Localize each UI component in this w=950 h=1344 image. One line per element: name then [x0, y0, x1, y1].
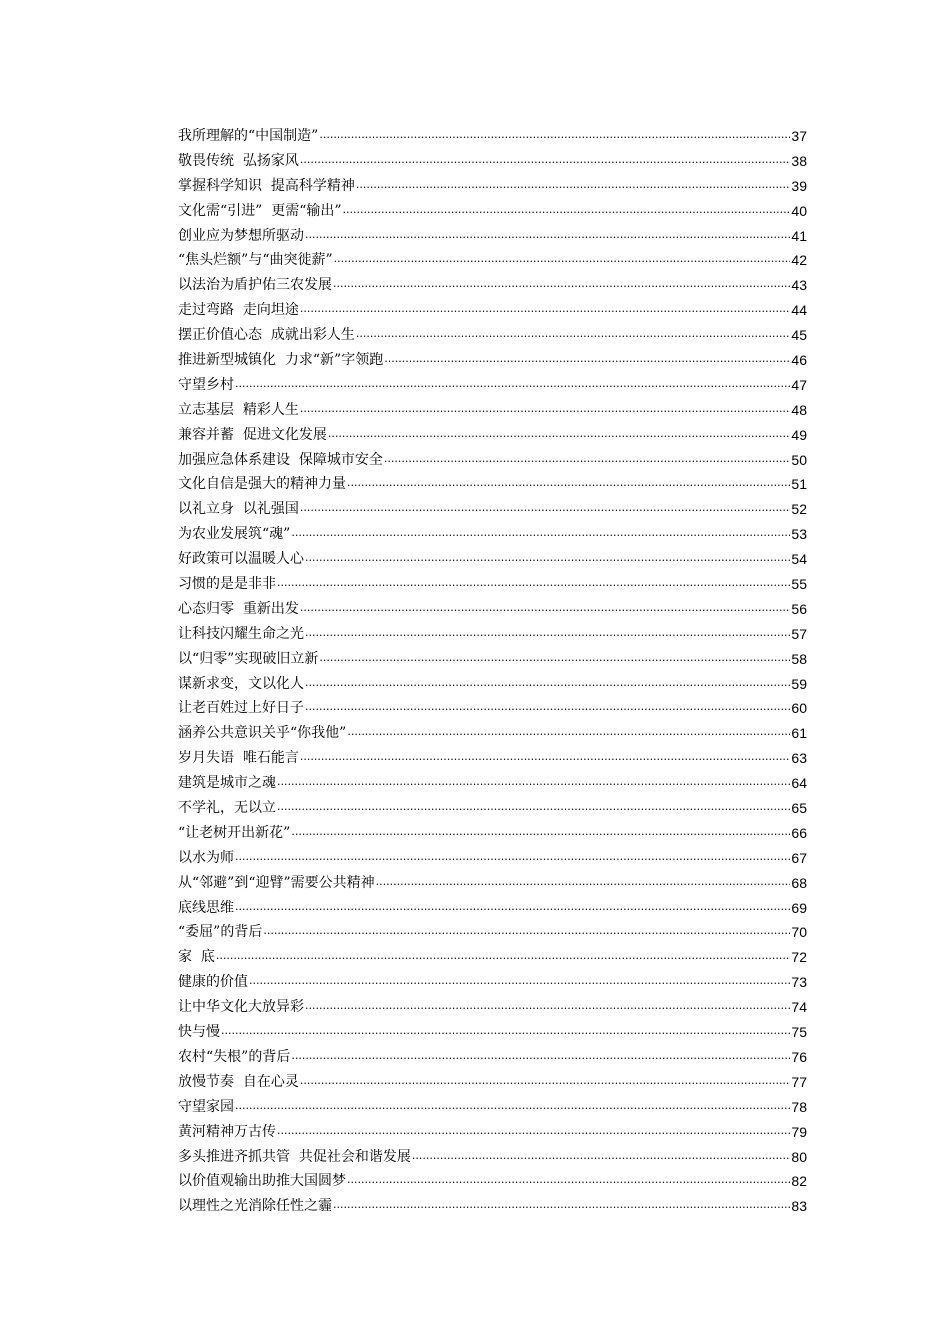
toc-entry-title: 走过弯路 走向坦途	[178, 302, 299, 319]
toc-dot-leader	[319, 647, 790, 671]
toc-entry[interactable]	[178, 696, 807, 721]
toc-entry-page-number: 69	[791, 899, 807, 916]
toc-dot-leader	[333, 1194, 790, 1218]
toc-dot-leader	[300, 746, 791, 770]
toc-entry-page-number: 67	[791, 849, 807, 866]
toc-entry[interactable]	[178, 149, 807, 174]
toc-entry[interactable]	[178, 522, 807, 547]
toc-entry-page-number: 68	[791, 874, 807, 891]
toc-entry-page-number: 39	[791, 177, 807, 194]
toc-entry-page-number: 38	[791, 152, 807, 169]
toc-entry-title: 守望家园	[178, 1098, 234, 1115]
toc-entry-page-number: 70	[791, 924, 807, 941]
toc-entry[interactable]	[178, 1145, 807, 1170]
toc-entry-title: “委屈”的背后	[178, 924, 263, 941]
toc-entry[interactable]	[178, 398, 807, 423]
toc-entry-title: 农村“失根”的背后	[178, 1048, 291, 1065]
toc-entry-page-number: 44	[791, 302, 807, 319]
toc-entry-page-number: 53	[791, 526, 807, 543]
toc-entry-page-number: 61	[791, 725, 807, 742]
toc-dot-leader	[328, 423, 791, 447]
toc-entry-title: 守望乡村	[178, 376, 234, 393]
toc-entry-page-number: 49	[791, 426, 807, 443]
toc-entry-page-number: 79	[791, 1123, 807, 1140]
toc-entry[interactable]	[178, 647, 807, 672]
toc-dot-leader	[221, 1020, 790, 1044]
toc-dot-leader	[235, 1095, 790, 1119]
toc-entry-page-number: 64	[791, 775, 807, 792]
toc-entry[interactable]	[178, 1095, 807, 1120]
toc-entry-title: 加强应急体系建设 保障城市安全	[178, 451, 383, 468]
toc-dot-leader	[235, 373, 790, 397]
toc-entry-page-number: 73	[791, 974, 807, 991]
toc-dot-leader	[305, 995, 790, 1019]
toc-entry[interactable]	[178, 273, 807, 298]
toc-dot-leader	[343, 199, 791, 223]
toc-dot-leader	[412, 1145, 791, 1169]
toc-dot-leader	[305, 672, 790, 696]
toc-entry-page-number: 83	[791, 1198, 807, 1215]
toc-entry-title: 家 底	[178, 949, 215, 966]
toc-entry-title: 为农业发展筑“魂”	[178, 526, 291, 543]
toc-entry-title: “让老树开出新花”	[178, 824, 291, 841]
toc-dot-leader	[235, 896, 790, 920]
toc-entry-title: 我所理解的“中国制造”	[178, 127, 319, 144]
toc-entry-page-number: 43	[791, 277, 807, 294]
toc-entry-title: 心态归零 重新出发	[178, 600, 299, 617]
toc-entry-title: 掌握科学知识 提高科学精神	[178, 177, 355, 194]
toc-entry[interactable]	[178, 771, 807, 796]
toc-dot-leader	[300, 149, 791, 173]
toc-entry-title: 兼容并蓄 促进文化发展	[178, 426, 327, 443]
toc-dot-leader	[291, 821, 790, 845]
toc-entry-title: 文化需“引进” 更需“输出”	[178, 202, 342, 219]
toc-entry[interactable]	[178, 970, 807, 995]
toc-entry-title: 底线思维	[178, 899, 234, 916]
toc-entry[interactable]	[178, 821, 807, 846]
toc-dot-leader	[376, 871, 791, 895]
toc-entry[interactable]	[178, 373, 807, 398]
toc-dot-leader	[277, 1120, 790, 1144]
toc-dot-leader	[347, 1169, 790, 1193]
toc-entry-page-number: 41	[791, 227, 807, 244]
toc-entry-title: 健康的价值	[178, 974, 248, 991]
toc-entry-page-number: 51	[791, 476, 807, 493]
toc-entry-title: 推进新型城镇化 力求“新”字领跑	[178, 352, 384, 368]
toc-entry-page-number: 52	[791, 501, 807, 518]
toc-entry[interactable]	[178, 597, 807, 622]
toc-entry[interactable]	[178, 199, 807, 224]
toc-entry-page-number: 45	[791, 327, 807, 344]
toc-entry-title: 以理性之光消除任性之霾	[178, 1198, 332, 1215]
toc-entry-page-number: 59	[791, 675, 807, 692]
toc-dot-leader	[356, 323, 791, 347]
toc-dot-leader	[300, 298, 791, 322]
toc-entry-title: 摆正价值心态 成就出彩人生	[178, 327, 355, 344]
toc-entry[interactable]	[178, 1194, 807, 1219]
toc-entry-title: 让中华文化大放异彩	[178, 999, 304, 1016]
toc-entry[interactable]	[178, 1070, 807, 1095]
toc-entry-title: 以“归零”实现破旧立新	[178, 650, 319, 667]
toc-entry[interactable]	[178, 721, 807, 746]
toc-dot-leader	[347, 472, 790, 496]
toc-entry-page-number: 63	[791, 750, 807, 767]
toc-dot-leader	[384, 448, 791, 472]
toc-dot-leader	[305, 696, 790, 720]
toc-dot-leader	[305, 622, 790, 646]
toc-entry-title: 岁月失语 唯石能言	[178, 750, 299, 767]
toc-entry[interactable]	[178, 248, 807, 273]
toc-entry[interactable]	[178, 622, 807, 647]
toc-entry-page-number: 77	[791, 1073, 807, 1090]
toc-entry-page-number: 42	[791, 252, 807, 269]
toc-entry-page-number: 48	[791, 401, 807, 418]
toc-dot-leader	[300, 597, 791, 621]
toc-entry-title: 敬畏传统 弘扬家风	[178, 152, 299, 169]
toc-entry[interactable]	[178, 472, 807, 497]
toc-entry[interactable]	[178, 672, 807, 697]
toc-entry-title: 涵养公共意识关乎“你我他”	[178, 725, 347, 742]
toc-entry-page-number: 56	[791, 600, 807, 617]
toc-entry-page-number: 66	[791, 824, 807, 841]
toc-entry-page-number: 58	[791, 650, 807, 667]
toc-entry[interactable]	[178, 796, 807, 821]
toc-entry-title: 立志基层 精彩人生	[178, 401, 299, 418]
toc-dot-leader	[305, 547, 790, 571]
toc-entry[interactable]	[178, 1020, 807, 1045]
toc-entry-title: 以礼立身 以礼强国	[178, 501, 299, 518]
toc-dot-leader	[347, 721, 790, 745]
toc-dot-leader	[300, 497, 791, 521]
toc-dot-leader	[319, 124, 790, 148]
toc-entry-page-number: 37	[791, 127, 807, 144]
toc-entry[interactable]	[178, 224, 807, 249]
toc-entry-title: 谋新求变，文以化人	[178, 675, 304, 692]
table-of-contents	[178, 124, 807, 1219]
toc-entry[interactable]	[178, 896, 807, 921]
toc-dot-leader	[356, 174, 791, 198]
toc-entry[interactable]	[178, 921, 807, 946]
toc-entry-page-number: 60	[791, 700, 807, 717]
toc-dot-leader	[291, 1045, 790, 1069]
toc-entry-page-number: 75	[791, 1024, 807, 1041]
toc-entry-title: 让科技闪耀生命之光	[178, 625, 304, 642]
toc-dot-leader	[333, 273, 790, 297]
toc-entry[interactable]	[178, 1120, 807, 1145]
toc-entry[interactable]	[178, 174, 807, 199]
toc-entry-page-number: 72	[791, 949, 807, 966]
toc-entry-title: 黄河精神万古传	[178, 1123, 276, 1140]
toc-entry[interactable]	[178, 423, 807, 448]
toc-entry-title: 从“邻避”到“迎臂”需要公共精神	[178, 874, 375, 891]
toc-entry-title: 建筑是城市之魂	[178, 775, 276, 792]
toc-entry-title: 放慢节奏 自在心灵	[178, 1073, 299, 1090]
toc-entry-title: 让老百姓过上好日子	[178, 700, 304, 717]
toc-entry[interactable]	[178, 298, 807, 323]
toc-entry-page-number: 65	[791, 800, 807, 817]
toc-entry-title: 创业应为梦想所驱动	[178, 227, 304, 244]
toc-entry[interactable]	[178, 871, 807, 896]
toc-entry-title: “焦头烂额”与“曲突徙薪”	[178, 252, 333, 269]
toc-entry-page-number: 55	[791, 576, 807, 593]
toc-entry-title: 好政策可以温暖人心	[178, 551, 304, 568]
toc-dot-leader	[291, 522, 790, 546]
toc-entry-title: 不学礼，无以立	[178, 800, 276, 817]
toc-entry-title: 文化自信是强大的精神力量	[178, 476, 346, 493]
toc-entry-title: 多头推进齐抓共管 共促社会和谐发展	[178, 1148, 411, 1165]
toc-dot-leader	[300, 398, 791, 422]
toc-entry[interactable]	[178, 995, 807, 1020]
toc-entry-title: 以法治为盾护佑三农发展	[178, 277, 332, 294]
toc-dot-leader	[300, 1070, 791, 1094]
toc-entry-title: 以价值观输出助推大国圆梦	[178, 1173, 346, 1190]
toc-dot-leader	[263, 921, 790, 945]
toc-entry[interactable]	[178, 497, 807, 522]
toc-entry-page-number: 76	[791, 1048, 807, 1065]
toc-dot-leader	[384, 348, 790, 372]
toc-dot-leader	[305, 224, 790, 248]
toc-dot-leader	[216, 945, 791, 969]
toc-entry-page-number: 54	[791, 551, 807, 568]
toc-entry[interactable]	[178, 547, 807, 572]
toc-entry[interactable]	[178, 448, 807, 473]
toc-entry-page-number: 74	[791, 999, 807, 1016]
toc-entry[interactable]	[178, 348, 807, 373]
toc-dot-leader	[277, 572, 790, 596]
toc-dot-leader	[277, 771, 790, 795]
toc-entry-title: 快与慢	[178, 1024, 220, 1041]
toc-entry-page-number: 80	[791, 1148, 807, 1165]
toc-entry[interactable]	[178, 746, 807, 771]
toc-entry-page-number: 82	[791, 1173, 807, 1190]
toc-entry-page-number: 57	[791, 625, 807, 642]
toc-entry-page-number: 46	[791, 352, 807, 368]
toc-entry-page-number: 40	[791, 202, 807, 219]
toc-dot-leader	[334, 248, 791, 272]
toc-entry[interactable]	[178, 323, 807, 348]
toc-dot-leader	[277, 796, 790, 820]
toc-entry-page-number: 47	[791, 376, 807, 393]
toc-entry-page-number: 50	[791, 451, 807, 468]
toc-entry[interactable]	[178, 846, 807, 871]
toc-entry-title: 以水为师	[178, 849, 234, 866]
toc-entry-page-number: 78	[791, 1098, 807, 1115]
toc-entry[interactable]	[178, 572, 807, 597]
toc-entry[interactable]	[178, 1169, 807, 1194]
toc-entry[interactable]	[178, 945, 807, 970]
toc-dot-leader	[235, 846, 790, 870]
toc-entry[interactable]	[178, 124, 807, 149]
toc-entry-title: 习惯的是是非非	[178, 576, 276, 593]
toc-dot-leader	[249, 970, 790, 994]
toc-entry[interactable]	[178, 1045, 807, 1070]
